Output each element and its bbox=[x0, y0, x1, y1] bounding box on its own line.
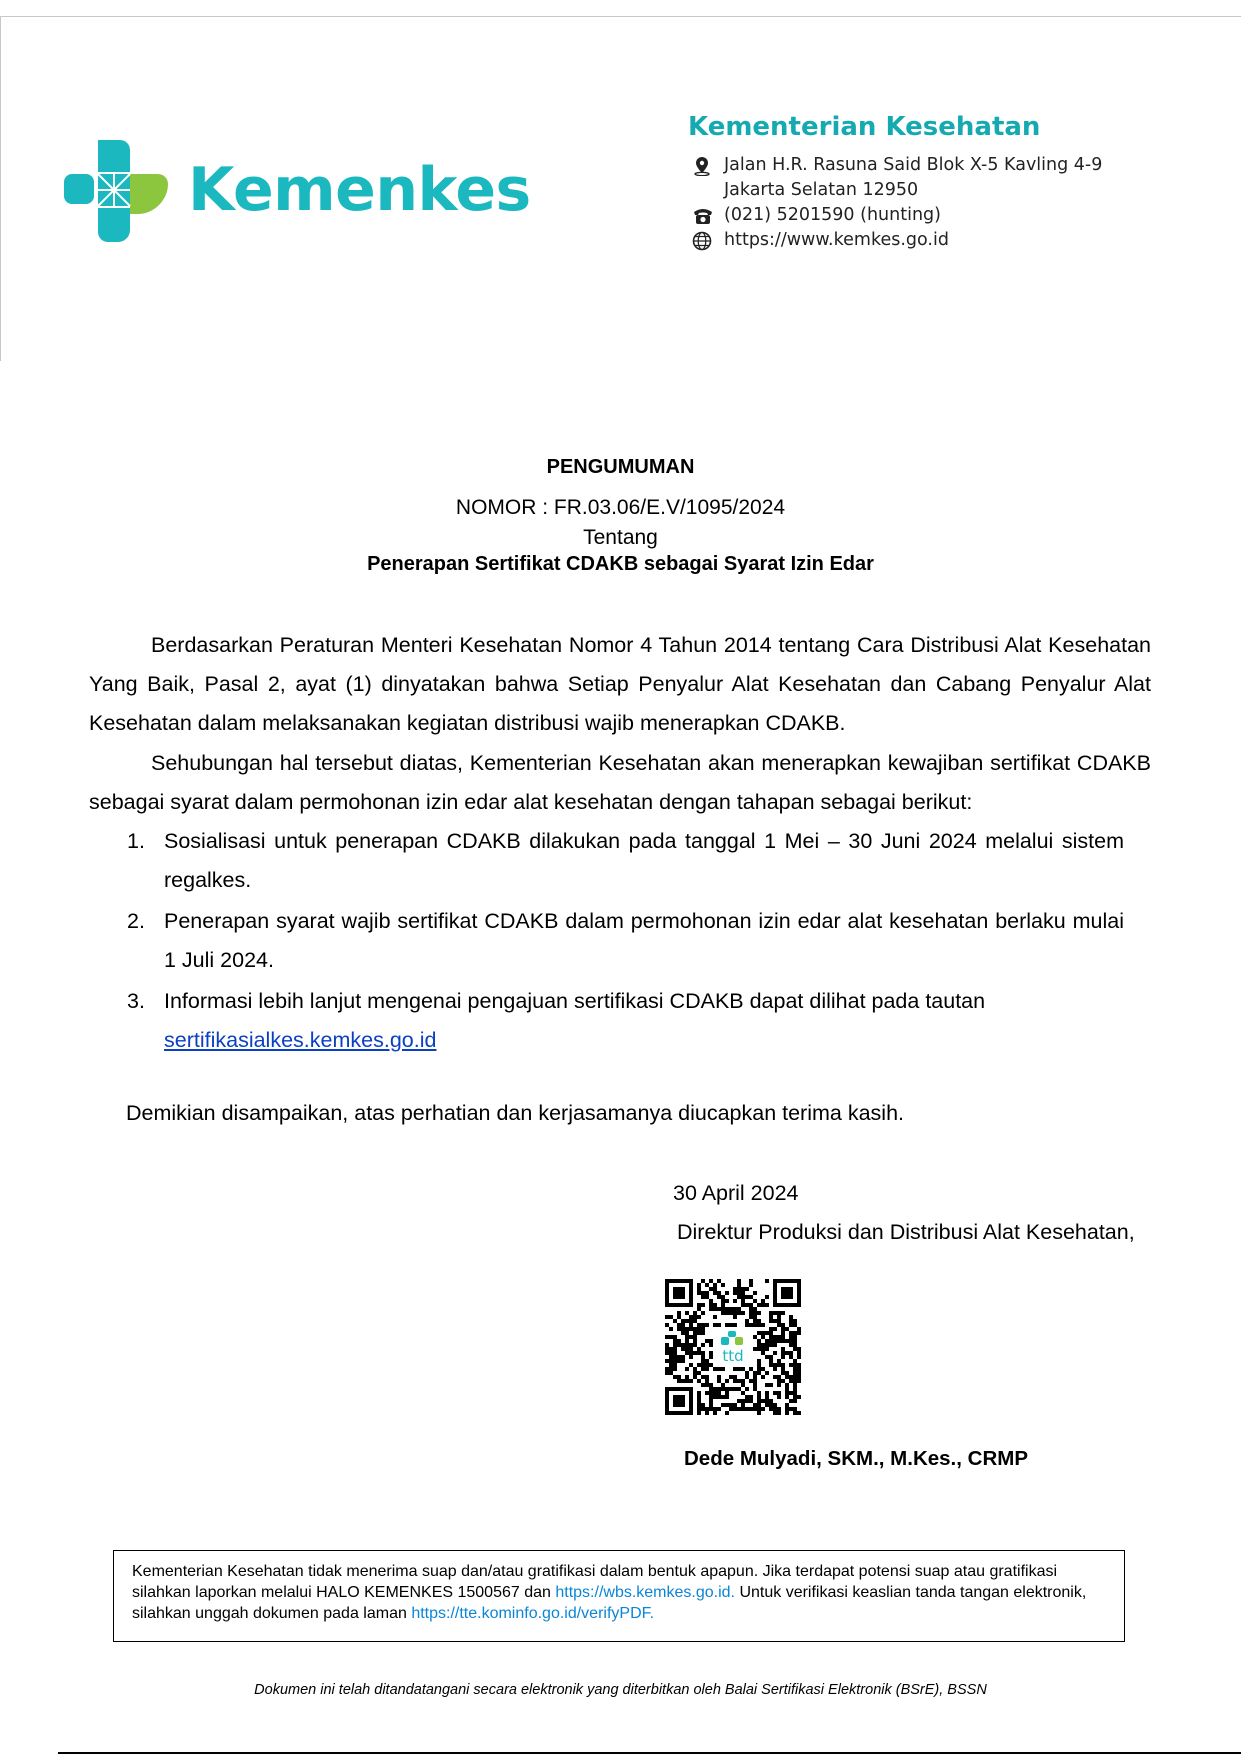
wbs-link[interactable]: https://wbs.kemkes.go.id. bbox=[555, 1584, 735, 1601]
address-line-1-text: Jalan H.R. Rasuna Said Blok X-5 Kavling 4-9 bbox=[724, 155, 1103, 175]
list-item bbox=[89, 982, 1124, 1060]
kemenkes-logo bbox=[62, 138, 531, 248]
signature-position: Direktur Produksi dan Distribusi Alat Kesehatan, bbox=[677, 1220, 1135, 1244]
notice-text-1: Kementerian Kesehatan tidak menerima suap dan/atau gratifikasi dalam bentuk apapun. Jika terdapat potensi suap atau gratifikasi silahkan laporkan melalui HALO KEMENKES 1500567 dan bbox=[132, 1563, 1058, 1601]
signer-name: Dede Mulyadi, SKM., M.Kes., CRMP bbox=[684, 1447, 1028, 1470]
announcement-number: NOMOR : FR.03.06/E.V/1095/2024 bbox=[455, 496, 786, 519]
signature-qr-code bbox=[665, 1279, 801, 1415]
website-line bbox=[688, 228, 1138, 253]
address-line-1 bbox=[688, 153, 1138, 178]
page-frame-top bbox=[0, 16, 1241, 17]
verify-pdf-link[interactable]: https://tte.kominfo.go.id/verifyPDF. bbox=[411, 1605, 655, 1622]
location-pin-icon bbox=[692, 156, 712, 176]
globe-icon bbox=[692, 231, 712, 251]
signature-date: 30 April 2024 bbox=[673, 1181, 799, 1205]
notice-text-2: Untuk verifikasi keaslian tanda tangan elektronik, silahkan unggah dokumen pada laman bbox=[132, 1584, 1087, 1622]
kemenkes-emblem-icon bbox=[62, 138, 172, 248]
website-text[interactable]: https://www.kemkes.go.id bbox=[724, 230, 949, 250]
org-name: Kementerian Kesehatan bbox=[688, 112, 1041, 142]
announcement-subject: Penerapan Sertifikat CDAKB sebagai Syarat Izin Edar bbox=[367, 553, 874, 575]
address-line-2 bbox=[688, 178, 1138, 203]
certification-link[interactable]: sertifikasialkes.kemkes.go.id bbox=[164, 1028, 437, 1052]
page-frame-left bbox=[0, 16, 1, 361]
announcement-about: Tentang bbox=[583, 526, 658, 549]
anti-bribery-notice bbox=[113, 1550, 1125, 1642]
list-item bbox=[89, 902, 1124, 980]
telephone-icon bbox=[692, 206, 714, 226]
header-contact bbox=[688, 112, 1138, 253]
closing-sentence: Demikian disampaikan, atas perhatian dan kerjasamanya diucapkan terima kasih. bbox=[126, 1101, 904, 1125]
list-item-number: 1. bbox=[127, 829, 145, 853]
phone-text: (021) 5201590 (hunting) bbox=[724, 205, 941, 225]
body-paragraph-1: Berdasarkan Peraturan Menteri Kesehatan Nomor 4 Tahun 2014 tentang Cara Distribusi Alat Kesehatan Yang Baik, Pasal 2, ayat (1) dinyatakan bahwa Setiap Penyalur Alat Kesehatan dan Cabang Penyalur Alat Kesehatan dalam melaksanakan kegiatan distribusi wajib menerapkan CDAKB. bbox=[89, 633, 1151, 735]
address-line-2-text: Jakarta Selatan 12950 bbox=[724, 180, 919, 200]
logo-wordmark: Kemenkes bbox=[188, 155, 531, 225]
list-item-text: Penerapan syarat wajib sertifikat CDAKB dalam permohonan izin edar alat kesehatan berlaku mulai 1 Juli 2024. bbox=[164, 909, 1124, 972]
list-item-number: 3. bbox=[127, 989, 145, 1013]
list-item-text: Informasi lebih lanjut mengenai pengajuan sertifikasi CDAKB dapat dilihat pada tautan bbox=[164, 989, 986, 1013]
steps-list bbox=[89, 822, 1124, 1060]
phone-line bbox=[688, 203, 1138, 228]
bottom-rule bbox=[58, 1752, 1241, 1754]
body-paragraph-2: Sehubungan hal tersebut diatas, Kementerian Kesehatan akan menerapkan kewajiban sertifikat CDAKB sebagai syarat dalam permohonan izin edar alat kesehatan dengan tahapan sebagai berikut: bbox=[89, 751, 1151, 814]
list-item-text: Sosialisasi untuk penerapan CDAKB dilakukan pada tanggal 1 Mei – 30 Juni 2024 melalui sistem regalkes. bbox=[164, 829, 1124, 892]
announcement-title: PENGUMUMAN bbox=[546, 456, 695, 478]
qr-badge-label: ttd bbox=[722, 1347, 744, 1365]
list-item-number: 2. bbox=[127, 909, 145, 933]
esignature-footer-note: Dokumen ini telah ditandatangani secara elektronik yang diterbitkan oleh Balai Sertifikasi Elektronik (BSrE), BSSN bbox=[254, 1682, 987, 1698]
list-item bbox=[89, 822, 1124, 900]
